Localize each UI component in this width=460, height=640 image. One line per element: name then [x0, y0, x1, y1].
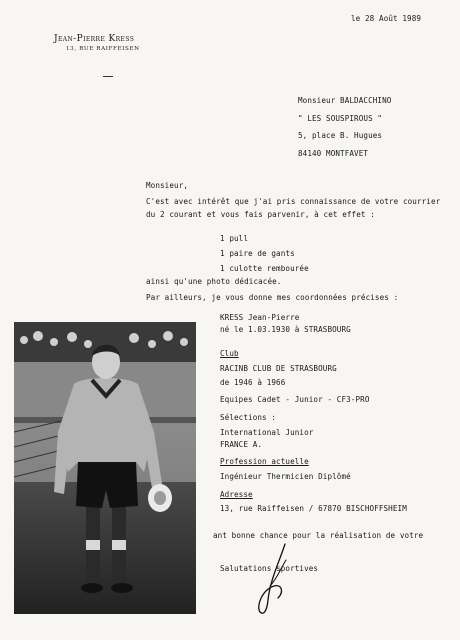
recipient-block [298, 92, 391, 162]
closing-wish: ant bonne chance pour la réalisation de votre [213, 531, 424, 540]
letterhead-address: 13, RUE RAIFFEISEN [66, 46, 140, 52]
handwritten-signature [240, 540, 300, 620]
body-paragraph-line-1: C'est avec intérêt que j'ai pris connaissance de votre courrier [146, 197, 441, 206]
address-heading: Adresse [220, 490, 253, 499]
address: 13, rue Raiffeisen / 67870 BISCHOFFSHEIM [220, 504, 407, 513]
selections-heading: Sélections : [220, 413, 277, 422]
profession: Ingénieur Thermicien Diplômé [220, 472, 351, 481]
item-pull: 1 pull [220, 234, 249, 243]
salutations: Salutations sportives [220, 564, 319, 573]
recipient-line: " LES SOUSPIROUS " [298, 113, 383, 123]
letterhead-name: Jean-Pierre Kress [54, 34, 135, 44]
profession-heading: Profession actuelle [220, 457, 309, 466]
greeting: Monsieur, [146, 181, 189, 190]
letterhead-divider [103, 76, 113, 77]
teams: Equipes Cadet - Junior - CF3-PRO [220, 395, 370, 404]
club-years: de 1946 à 1966 [220, 378, 286, 387]
item-culotte: 1 culotte rembourée [220, 264, 309, 273]
letter-date: le 28 Août 1989 [351, 14, 422, 23]
par-ailleurs-line: Par ailleurs, je vous donne mes coordonnées précises : [146, 293, 399, 302]
recipient-line: Monsieur BALDACCHINO [298, 96, 392, 105]
player-photograph [14, 322, 196, 614]
selection-2: FRANCE A. [220, 440, 263, 449]
item-gants: 1 paire de gants [220, 249, 295, 258]
body-paragraph-line-2: du 2 courant et vous fais parvenir, à cet effet : [146, 210, 375, 219]
info-name: KRESS Jean-Pierre [220, 313, 300, 322]
photo-line: ainsi qu'une photo dédicacée. [146, 277, 282, 286]
club-name: RACINB CLUB DE STRASBOURG [220, 364, 337, 373]
recipient-line: 84140 MONTFAVET [298, 148, 369, 158]
info-born: né le 1.03.1930 à STRASBOURG [220, 325, 351, 334]
club-heading: Club [220, 349, 239, 358]
recipient-line: 5, place B. Hugues [298, 131, 383, 140]
selection-1: International Junior [220, 428, 314, 437]
